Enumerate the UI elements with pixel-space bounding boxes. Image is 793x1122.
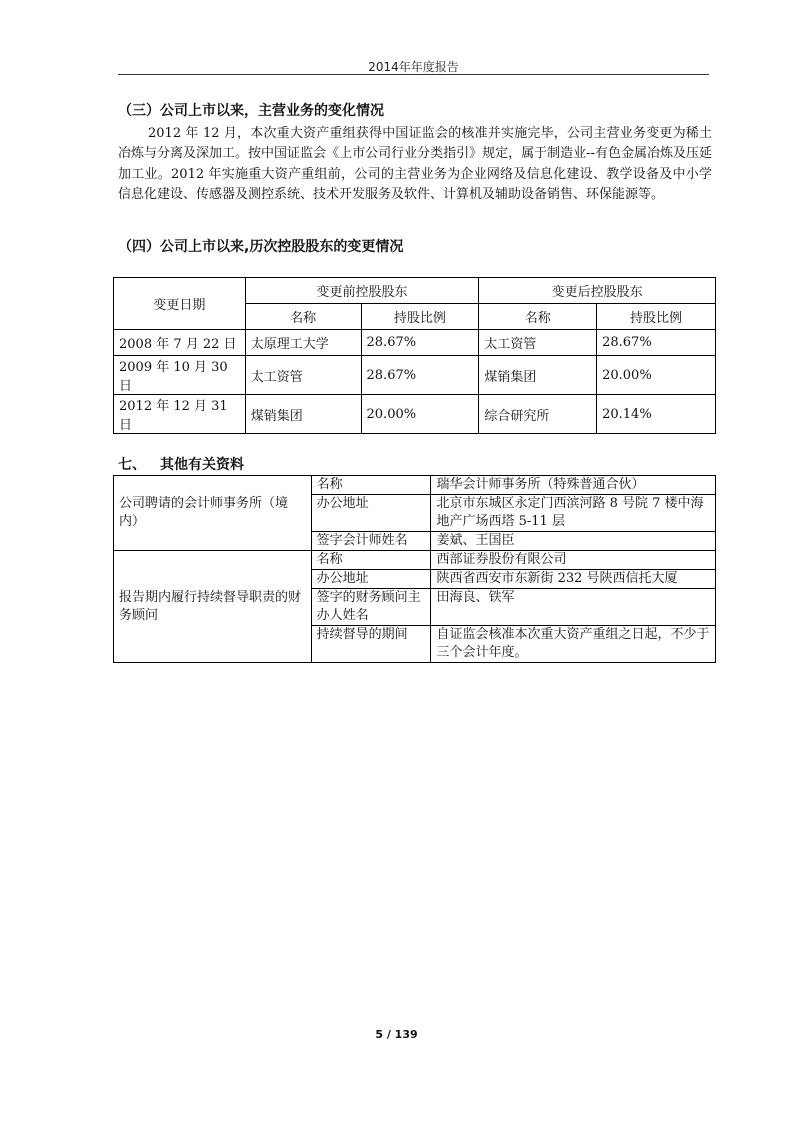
cell-before-ratio: 28.67% (361, 330, 479, 356)
advisor-name-value: 西部证券股份有限公司 (431, 551, 716, 570)
auditor-signer-label: 签字会计师姓名 (311, 532, 431, 551)
table-row (114, 356, 716, 395)
advisor-name-label: 名称 (311, 551, 431, 570)
col-header-after: 变更后控股股东 (479, 278, 716, 304)
cell-date: 2009 年 10 月 30 日 (114, 356, 246, 395)
auditor-address-value: 北京市东城区永定门西滨河路 8 号院 7 楼中海地产广场西塔 5-11 层 (431, 495, 716, 532)
auditor-signer-value: 姜斌、王国臣 (431, 532, 716, 551)
advisor-address-value: 陕西省西安市东新街 232 号陕西信托大厦 (431, 570, 716, 589)
auditor-name-value: 瑞华会计师事务所（特殊普通合伙） (431, 476, 716, 495)
section3-paragraph: 2012 年 12 月，本次重大资产重组获得中国证监会的核准并实施完毕，公司主营业务变更为稀土冶炼与分离及深加工。按中国证监会《上市公司行业分类指引》规定，属于制造业--有色金属冶炼及压延加工业。2012 年实施重大资产重组前，公司的主营业务为企业网络及信息化建设、教学设备及中小学信息化建设、传感器及测控系统、技术开发服务及软件、计算机及辅助设备销售、环保能源等。 (118, 126, 712, 203)
auditor-name-label: 名称 (311, 476, 431, 495)
cell-after-ratio: 20.00% (597, 356, 716, 395)
cell-date: 2008 年 7 月 22 日 (114, 330, 246, 356)
advisor-signer-label: 签字的财务顾问主办人姓名 (311, 589, 431, 626)
advisor-period-label: 持续督导的期间 (311, 626, 431, 663)
cell-after-name: 煤销集团 (479, 356, 597, 395)
advisor-label: 报告期内履行持续督导职责的财务顾问 (114, 551, 312, 663)
section7-heading (118, 454, 244, 474)
shareholder-change-table (113, 277, 716, 434)
cell-after-ratio: 28.67% (597, 330, 716, 356)
cell-after-name: 综合研究所 (479, 395, 597, 434)
section7-number: 七、 (118, 457, 146, 473)
cell-before-name: 太原理工大学 (245, 330, 361, 356)
auditor-label: 公司聘请的会计师事务所（境内） (114, 476, 312, 551)
subheader-after-ratio: 持股比例 (597, 304, 716, 330)
section7-title: 其他有关资料 (160, 457, 244, 473)
section3-body (118, 124, 712, 206)
advisor-period-value: 自证监会核准本次重大资产重组之日起，不少于三个会计年度。 (431, 626, 716, 663)
header-rule (118, 74, 709, 75)
auditor-address-label: 办公地址 (311, 495, 431, 532)
section3-heading: （三）公司上市以来，主营业务的变化情况 (118, 103, 384, 119)
cell-before-name: 太工资管 (245, 356, 361, 395)
advisor-signer-value: 田海良、铁军 (431, 589, 716, 626)
table-row (114, 395, 716, 434)
table-row (114, 551, 716, 570)
advisor-address-label: 办公地址 (311, 570, 431, 589)
subheader-after-name: 名称 (479, 304, 597, 330)
subheader-before-name: 名称 (245, 304, 361, 330)
cell-before-ratio: 28.67% (361, 356, 479, 395)
cell-date: 2012 年 12 月 31 日 (114, 395, 246, 434)
table-row (114, 476, 716, 495)
col-header-date: 变更日期 (114, 278, 246, 330)
report-header: 2014年年度报告 (368, 60, 459, 74)
table-row (114, 330, 716, 356)
cell-after-name: 太工资管 (479, 330, 597, 356)
subheader-before-ratio: 持股比例 (361, 304, 479, 330)
cell-before-ratio: 20.00% (361, 395, 479, 434)
page-number: 5 / 139 (375, 1028, 418, 1041)
col-header-before: 变更前控股股东 (245, 278, 479, 304)
other-info-table (113, 475, 716, 663)
table-header-row (114, 278, 716, 304)
cell-after-ratio: 20.14% (597, 395, 716, 434)
section4-heading: （四）公司上市以来,历次控股股东的变更情况 (118, 239, 404, 255)
cell-before-name: 煤销集团 (245, 395, 361, 434)
